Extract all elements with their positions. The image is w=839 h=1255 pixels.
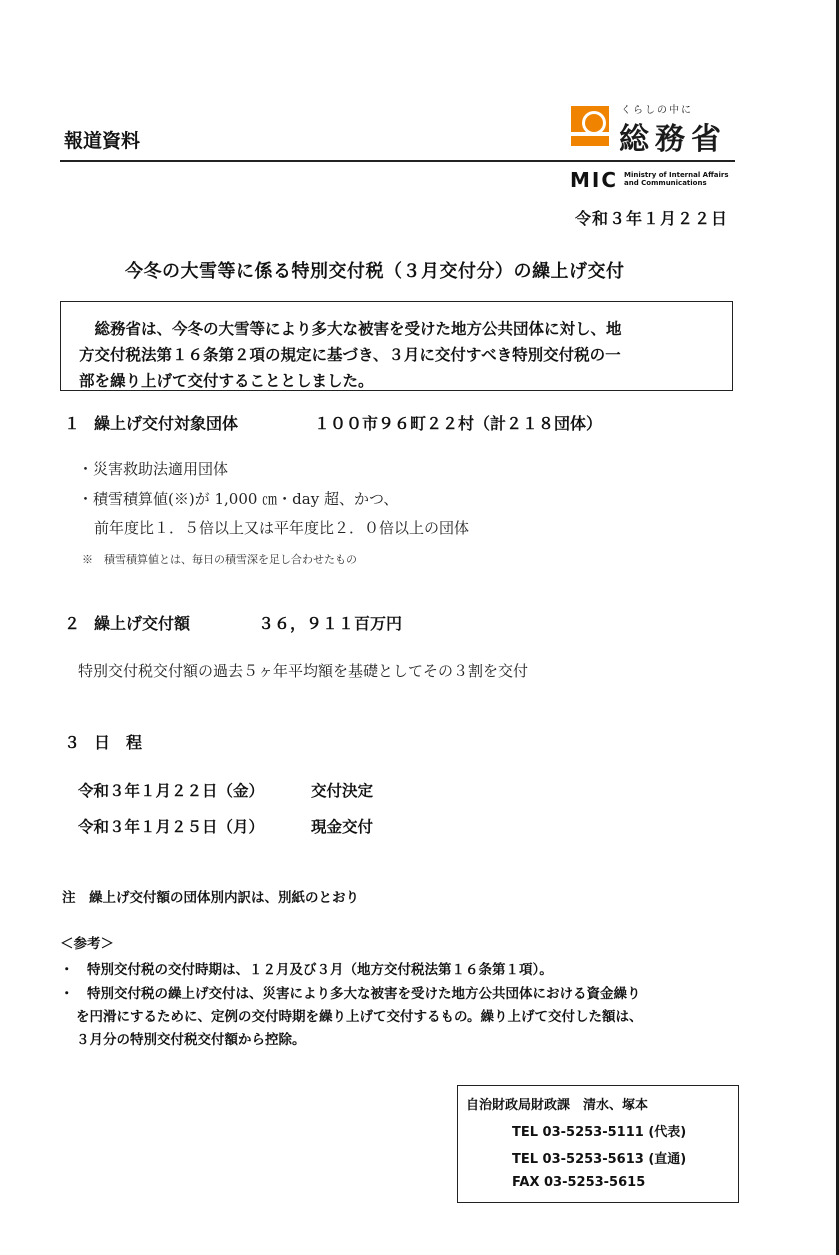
section2-number: ２ [64,614,81,633]
contact-fax: FAX 03-5253-5615 [512,1175,646,1190]
reference-heading: ＜参考＞ [60,936,114,952]
schedule-date: 令和３年１月２５日（月） [78,818,265,836]
summary-line: 部を繰り上げて交付することとしました。 [79,372,374,390]
section1-value: １００市９６町２２村（計２１８団体） [314,414,603,433]
summary-line: 総務省は、今冬の大雪等により多大な被害を受けた地方公共団体に対し、地 [79,320,622,338]
logo-title: 総務省 [619,122,727,157]
contact-tel-main: TEL 03-5253-5111 (代表) [512,1125,687,1140]
section1-bullet: ・積雪積算値(※)が 1,000 ㎝・day 超、かつ、 [78,490,399,508]
section3-heading: 日 程 [94,733,143,752]
section2-heading: 繰上げ交付額 [94,614,191,633]
reference-item-continuation: ３月分の特別交付税交付額から控除。 [76,1032,306,1048]
footnote: 注 繰上げ交付額の団体別内訳は、別紙のとおり [62,890,359,906]
section3-number: ３ [64,733,81,752]
logo-tagline: くらしの中に [621,105,693,116]
schedule-event: 交付決定 [311,782,374,800]
release-date: 令和３年１月２２日 [575,209,729,228]
schedule-date: 令和３年１月２２日（金） [78,782,265,800]
summary-line: 方交付税法第１６条第２項の規定に基づき、３月に交付すべき特別交付税の一 [79,346,621,364]
press-release-label: 報道資料 [64,130,141,152]
section2-text: 特別交付税交付額の過去５ヶ年平均額を基礎としてその３割を交付 [78,662,529,680]
section1-bullet-continuation: 前年度比１．５倍以上又は平年度比２．０倍以上の団体 [94,519,470,537]
mic-acronym: MIC [570,168,619,192]
summary-box [60,301,733,391]
reference-item: ・ 特別交付税の交付時期は、１２月及び３月（地方交付税法第１６条第１項）。 [60,962,553,978]
section1-heading: 繰上げ交付対象団体 [94,414,239,433]
contact-tel-direct: TEL 03-5253-5613 (直通) [512,1152,687,1167]
mic-subtitle-line1: Ministry of Internal Affairs [624,171,729,179]
mic-subtitle [624,171,729,187]
page-title: 今冬の大雪等に係る特別交付税（３月交付分）の繰上げ交付 [125,261,625,282]
schedule-event: 現金交付 [311,818,374,836]
mic-subtitle-line2: and Communications [624,179,707,187]
section2-value: ３６，９１１百万円 [258,614,403,633]
section1-note: ※ 積雪積算値とは、毎日の積雪深を足し合わせたもの [82,553,357,566]
mic-logo-icon [571,106,609,146]
section1-bullet: ・災害救助法適用団体 [78,460,229,478]
reference-item: ・ 特別交付税の繰上げ交付は、災害により多大な被害を受けた地方公共団体における資金繰り [60,986,641,1002]
contact-department: 自治財政局財政課 清水、塚本 [466,1098,649,1113]
section1-number: １ [64,414,81,433]
header-divider [60,160,735,162]
reference-item-continuation: を円滑にするために、定例の交付時期を繰り上げて交付するもの。繰り上げて交付した額は、 [76,1009,643,1025]
